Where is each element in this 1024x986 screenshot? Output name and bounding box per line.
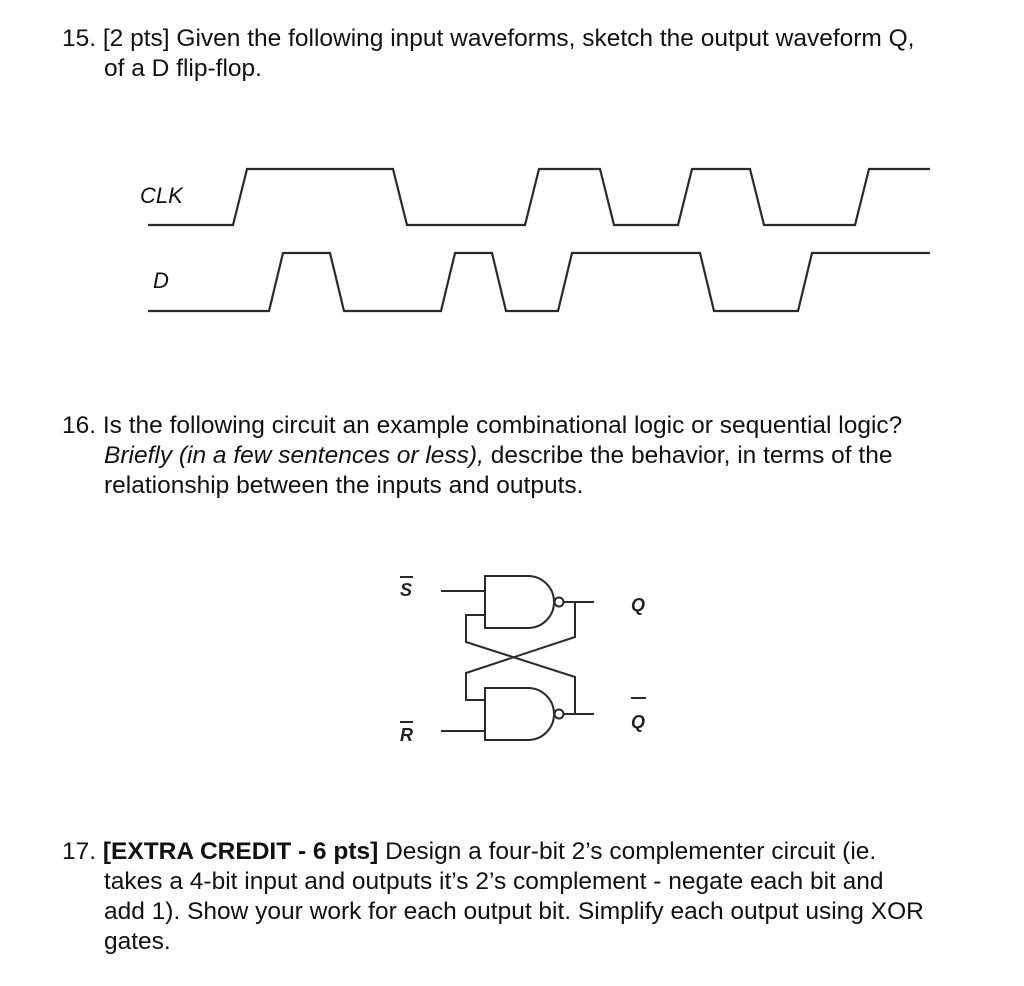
question-17-line-2: takes a 4-bit input and outputs it’s 2’s complement - negate each bit and <box>104 868 884 895</box>
question-16-line-3: relationship between the inputs and outputs. <box>104 472 584 499</box>
question-16-line-2 <box>62 441 1007 471</box>
question-17-line-4: gates. <box>104 928 171 955</box>
question-17-line-1 <box>62 837 1007 867</box>
question-16-text-rest: describe the behavior, in terms of the <box>483 442 893 469</box>
nand-gate-top <box>485 576 554 628</box>
question-17-number: 17. <box>62 838 97 865</box>
question-16-number: 16. <box>62 412 97 439</box>
sr-latch-diagram <box>400 576 646 745</box>
output-q-label: Q <box>631 595 646 615</box>
input-r-label: R <box>400 725 413 745</box>
timing-diagram <box>140 169 930 311</box>
question-17-text: Design a four-bit 2’s complementer circuit (ie. <box>378 838 877 865</box>
nand-gate-bottom <box>485 688 554 740</box>
question-15-text: Given the following input waveforms, sketch the output waveform Q, <box>169 25 915 52</box>
question-16-text: Is the following circuit an example combinational logic or sequential logic? <box>96 412 903 439</box>
question-17-label: [EXTRA CREDIT - 6 pts] <box>102 838 379 865</box>
question-17 <box>62 837 1007 957</box>
wire-feedback-q <box>466 602 575 700</box>
nand-bottom-bubble <box>555 710 564 719</box>
question-16 <box>62 411 1007 501</box>
d-label: D <box>153 268 169 293</box>
input-s-label: S <box>400 580 413 600</box>
question-15-points: [2 pts] <box>102 25 170 52</box>
clk-label: CLK <box>140 183 183 208</box>
question-15-number: 15. <box>62 25 97 52</box>
question-16-italic: Briefly (in a few sentences or less), <box>104 442 484 469</box>
question-16-line-1 <box>62 411 1007 441</box>
nand-top-bubble <box>555 598 564 607</box>
question-17-line-3: add 1). Show your work for each output bit. Simplify each output using XOR <box>104 898 924 925</box>
d-waveform <box>148 253 930 311</box>
output-qbar-label: Q <box>631 712 646 732</box>
question-15-line-2: of a D flip-flop. <box>104 55 262 82</box>
clk-waveform <box>148 169 930 225</box>
